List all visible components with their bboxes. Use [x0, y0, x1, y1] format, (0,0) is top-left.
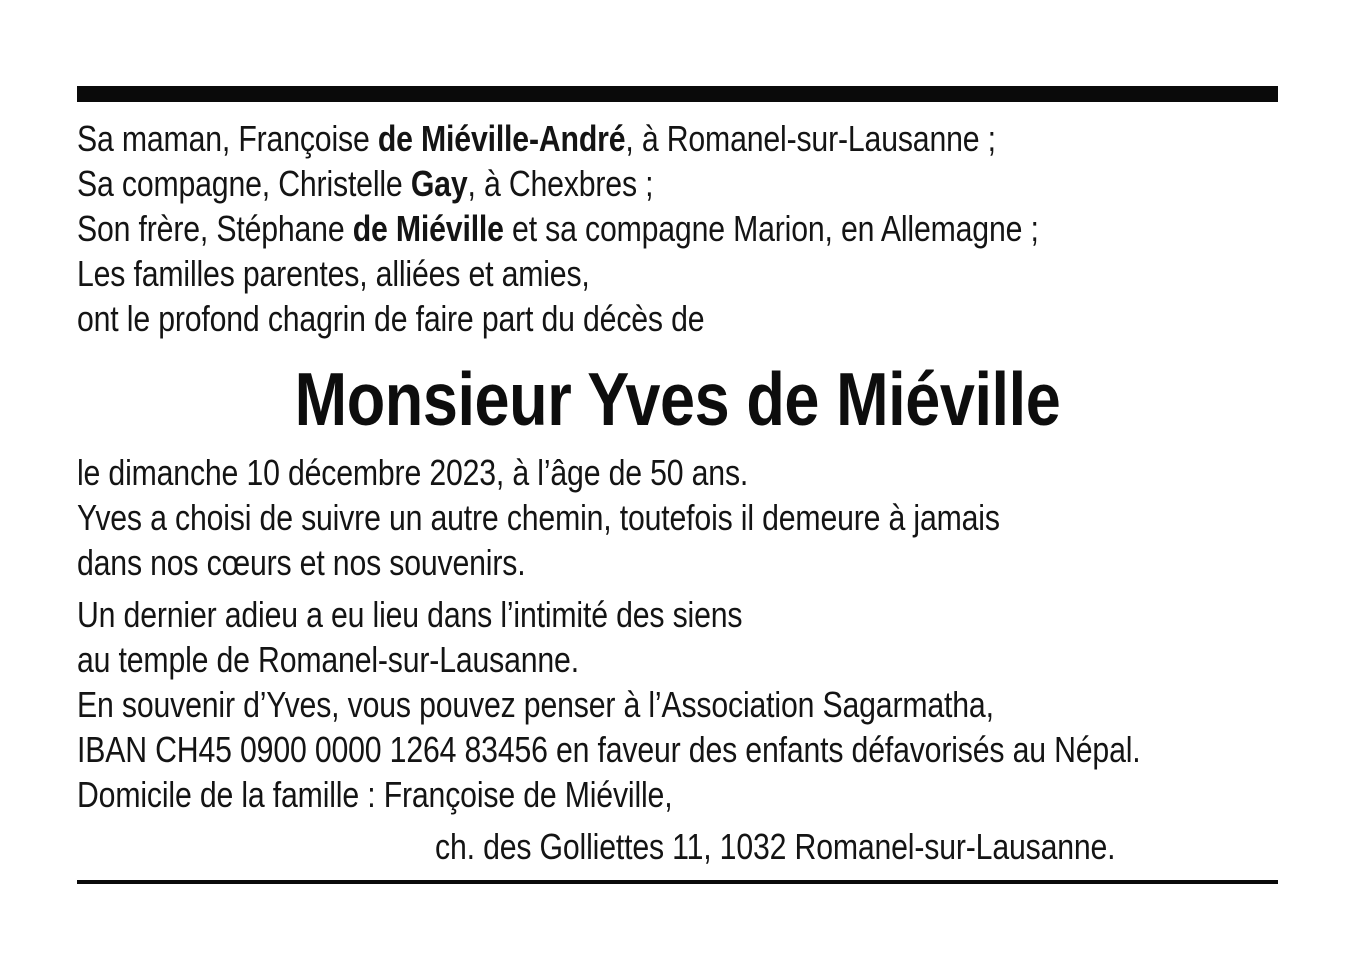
intro-line-families: Les familles parentes, alliées et amies,: [77, 253, 590, 294]
date-paragraph: [77, 450, 1278, 585]
intro-line-mother-name: de Miéville-André: [377, 118, 626, 159]
bottom-rule: [77, 880, 1278, 884]
family-address-line: ch. des Golliettes 11, 1032 Romanel-sur-Lausanne.: [435, 826, 1116, 867]
intro-paragraph: [77, 116, 1278, 341]
top-rule: [77, 86, 1278, 102]
notice-content: [77, 0, 1278, 884]
intro-line-brother-post: et sa compagne Marion, en Allemagne ;: [503, 208, 1039, 249]
intro-line-brother-pre: Son frère, Stéphane: [77, 208, 353, 249]
intro-line-brother: [77, 206, 1086, 251]
tribute-line-1: Yves a choisi de suivre un autre chemin, toutefois il demeure à jamais: [77, 497, 1000, 538]
intro-line-mother-post: , à Romanel-sur-Lausanne ;: [625, 118, 996, 159]
intro-line-partner-post: , à Chexbres ;: [467, 163, 654, 204]
deceased-name-title: Monsieur Yves de Miéville: [294, 357, 1061, 441]
iban-line: IBAN CH45 0900 0000 1264 83456 en faveur des enfants défavorisés au Népal.: [77, 729, 1141, 770]
intro-line-partner: [77, 161, 1086, 206]
farewell-line-1: Un dernier adieu a eu lieu dans l’intimité des siens: [77, 594, 743, 635]
farewell-line-2: au temple de Romanel-sur-Lausanne.: [77, 639, 579, 680]
intro-line-partner-name: Gay: [410, 163, 468, 204]
farewell-paragraph: [77, 592, 1278, 817]
death-date-line: le dimanche 10 décembre 2023, à l’âge de 50 ans.: [77, 452, 749, 493]
intro-line-mother: [77, 116, 1086, 161]
intro-line-mother-pre: Sa maman, Françoise: [77, 118, 378, 159]
intro-line-announcement: ont le profond chagrin de faire part du décès de: [77, 298, 705, 339]
memorial-donation-line: En souvenir d’Yves, vous pouvez penser à l’Association Sagarmatha,: [77, 684, 994, 725]
intro-line-partner-pre: Sa compagne, Christelle: [77, 163, 411, 204]
family-home-line: Domicile de la famille : Françoise de Miéville,: [77, 774, 673, 815]
intro-line-brother-name: de Miéville: [352, 208, 504, 249]
tribute-line-2: dans nos cœurs et nos souvenirs.: [77, 542, 526, 583]
